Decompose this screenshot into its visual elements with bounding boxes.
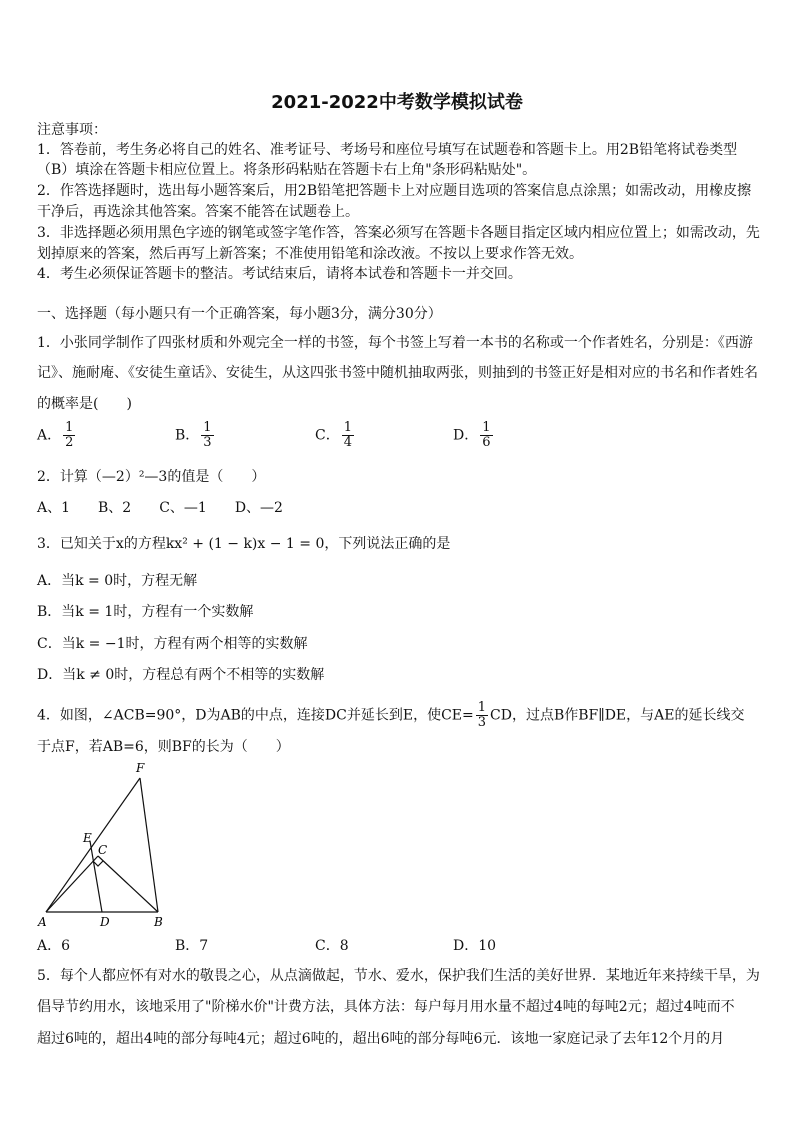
notice-line: 2．作答选择题时，选出每小题答案后，用2B铅笔把答题卡上对应题目选项的答案信息点涂黑；如需改动，用橡皮擦 <box>37 183 752 199</box>
q2-options: A、1 B、2 C、—1 D、—2 <box>37 500 283 516</box>
q3-option-b: B．当k = 1时，方程有一个实数解 <box>37 604 254 620</box>
q5-stem-line: 5．每个人都应怀有对水的敬畏之心，从点滴做起，节水、爱水，保护我们生活的美好世界．某地近年来持续干旱，为 <box>37 968 760 984</box>
notice-line: 划掉原来的答案，然后再写上新答案；不准使用铅笔和涂改液。不按以上要求作答无效。 <box>37 246 583 262</box>
segment-cb <box>98 856 158 912</box>
q1-stem-line: 记》、施耐庵、《安徒生童话》、安徒生，从这四张书签中随机抽取两张，则抽到的书签正好是相对应的书名和作者姓名 <box>37 365 758 381</box>
q3-option-c: C．当k = −1时，方程有两个相等的实数解 <box>37 636 308 652</box>
q1-stem-line: 的概率是( ) <box>37 396 132 412</box>
q4-option-a: A．6 <box>37 938 71 954</box>
fraction: $\frac{1}{2}$ <box>65 420 74 450</box>
q4-stem-line: 4．如图，∠ACB=90°，D为AB的中点，连接DC并延长到E，使CE= $\frac{1}{3}$ CD，过点B作BF∥DE，与AE的延长线交 <box>37 700 745 730</box>
math-variable: x <box>115 536 124 552</box>
label-b: B <box>154 915 163 929</box>
notice-line: 1．答卷前，考生务必将自己的姓名、准考证号、考场号和座位号填写在试题卷和答题卡上。用2B铅笔将试卷类型 <box>37 142 738 158</box>
label-c: C <box>98 843 108 857</box>
notice-line: 4．考生必须保证答题卡的整洁。考试结束后，请将本试卷和答题卡一并交回。 <box>37 266 522 282</box>
label-a: A <box>38 915 47 929</box>
notice-heading: 注意事项： <box>37 122 107 138</box>
q1-option-d <box>453 421 495 450</box>
fraction: $\frac{1}{3}$ <box>203 420 212 450</box>
q4-option-c: C．8 <box>315 938 349 954</box>
label-e: E <box>83 831 92 845</box>
q3-stem: 3．已知关于x的方程kx² + (1 − k)x − 1 = 0，下列说法正确的是 <box>37 536 451 552</box>
equation: kx² + (1 − k)x − 1 = 0 <box>165 536 325 552</box>
q2-stem: 2．计算（—2）²—3的值是（ ） <box>37 469 266 485</box>
option-label: D． <box>453 427 479 444</box>
triangle-figure <box>30 758 180 933</box>
exam-title: 2021-2022中考数学模拟试卷 <box>271 92 523 113</box>
option-label: A． <box>37 427 62 444</box>
label-f: F <box>136 761 145 775</box>
q1-option-a <box>37 421 77 450</box>
q4-option-d: D．10 <box>453 938 497 954</box>
notice-line: 干净后，再选涂其他答案。答案不能答在试题卷上。 <box>37 204 359 220</box>
q1-option-c <box>315 421 356 450</box>
fraction: $\frac{1}{3}$ <box>477 700 487 730</box>
fraction: $\frac{1}{4}$ <box>343 420 352 450</box>
q5-stem-line: 超过6吨的，超出4吨的部分每吨4元；超过6吨的，超出6吨的部分每吨6元．该地一家庭记录了去年12个月的月 <box>37 1031 725 1047</box>
segment-ac <box>46 856 98 912</box>
q5-stem-line: 倡导节约用水，该地采用了"阶梯水价"计费方法，具体方法：每户每月用水量不超过4吨的每吨2元；超过4吨而不 <box>37 999 735 1015</box>
option-label: C． <box>315 427 340 444</box>
q3-option-d: D．当k ≠ 0时，方程总有两个不相等的实数解 <box>37 667 325 683</box>
fraction: $\frac{1}{6}$ <box>482 420 491 450</box>
option-label: B． <box>175 427 200 444</box>
segment-fb <box>140 778 158 912</box>
label-d: D <box>100 915 110 929</box>
notice-line: （B）填涂在答题卡相应位置上。将条形码粘贴在答题卡右上角"条形码粘贴处"。 <box>37 162 537 178</box>
q4-stem-line: 于点F，若AB=6，则BF的长为（ ） <box>37 739 290 755</box>
section-heading: 一、选择题（每小题只有一个正确答案，每小题3分，满分30分） <box>37 306 442 322</box>
notice-line: 3．非选择题必须用黑色字迹的钢笔或签字笔作答，答案必须写在答题卡各题目指定区域内相应位置上；如需改动，先 <box>37 225 760 241</box>
q4-option-b: B．7 <box>175 938 209 954</box>
q3-option-a: A．当k = 0时，方程无解 <box>37 573 198 589</box>
q1-option-b <box>175 421 216 450</box>
segment-af <box>46 778 140 912</box>
q1-stem-line: 1．小张同学制作了四张材质和外观完全一样的书签，每个书签上写着一本书的名称或一个作者姓名，分别是：《西游 <box>37 335 753 351</box>
